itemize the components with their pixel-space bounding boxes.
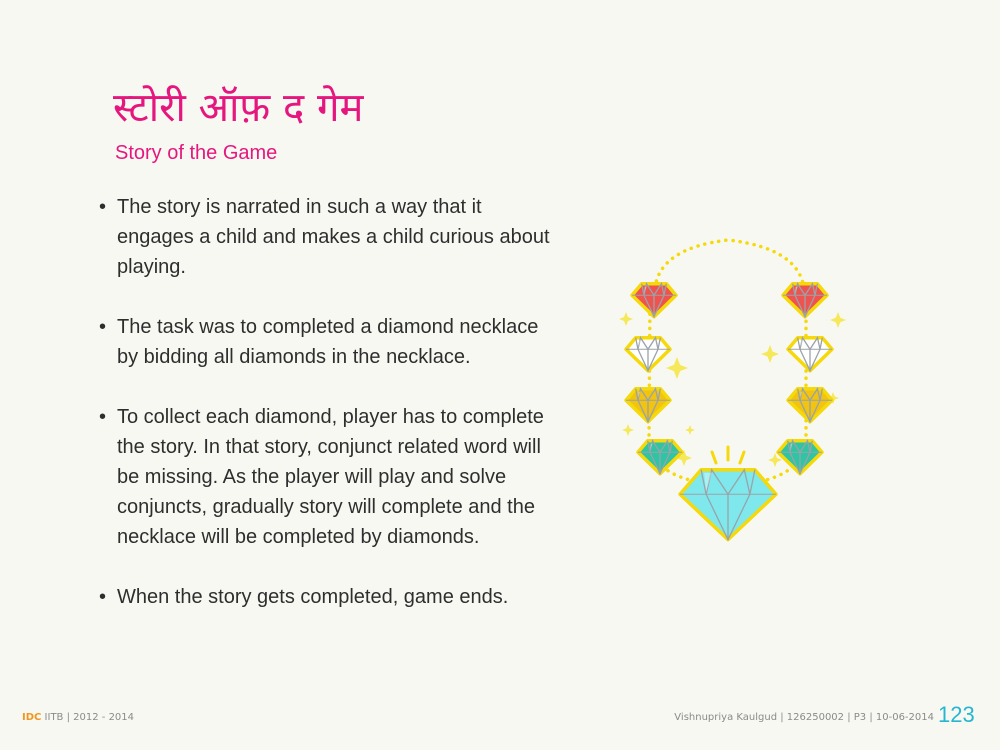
yellow-diamond-right [788, 389, 832, 422]
yellow-diamond-left [626, 389, 670, 422]
sparkle-icon [666, 357, 688, 379]
bullet-item: • To collect each diamond, player has to complete the story. In that story, conjunct related word will be missing. As the player will play and solve conjuncts, gradually story will complete and the necklace will be completed by diamonds. [96, 402, 556, 552]
sparkle-icon [830, 312, 846, 328]
bullet-item: • The story is narrated in such a way that it engages a child and makes a child curious about playing. [96, 192, 556, 282]
pendant-rays [712, 447, 744, 463]
bullet-item: • The task was to completed a diamond necklace by bidding all diamonds in the necklace. [96, 312, 556, 372]
footer-author-info: Vishnupriya Kaulgud | 126250002 | P3 | 10-06-2014 [674, 712, 934, 723]
sparkle-icon [622, 424, 634, 436]
white-diamond-left [626, 338, 670, 371]
diamond-necklace-illustration [600, 220, 860, 560]
footer-institution [22, 712, 134, 723]
red-diamond-left [632, 284, 676, 317]
page-title-english: Story of the Game [115, 142, 278, 164]
footer-institution-text: IITB | 2012 - 2014 [41, 712, 135, 723]
green-diamond-right [778, 441, 822, 474]
green-diamond-left [638, 441, 682, 474]
sparkle-icon [685, 425, 695, 435]
page-number: 123 [938, 702, 975, 727]
sparkle-icon [761, 345, 779, 363]
white-diamond-right [788, 338, 832, 371]
bullet-list [96, 192, 556, 612]
page-title-hindi: स्टोरी ऑफ़ द गेम [113, 85, 364, 131]
footer-brand: IDC [22, 712, 42, 723]
red-diamond-right [783, 284, 827, 317]
necklace-gems [626, 284, 832, 540]
sparkle-icon [619, 312, 633, 326]
chain-top [655, 240, 804, 288]
pendant-diamond [680, 470, 776, 540]
bullet-item: • When the story gets completed, game ends. [96, 582, 556, 612]
